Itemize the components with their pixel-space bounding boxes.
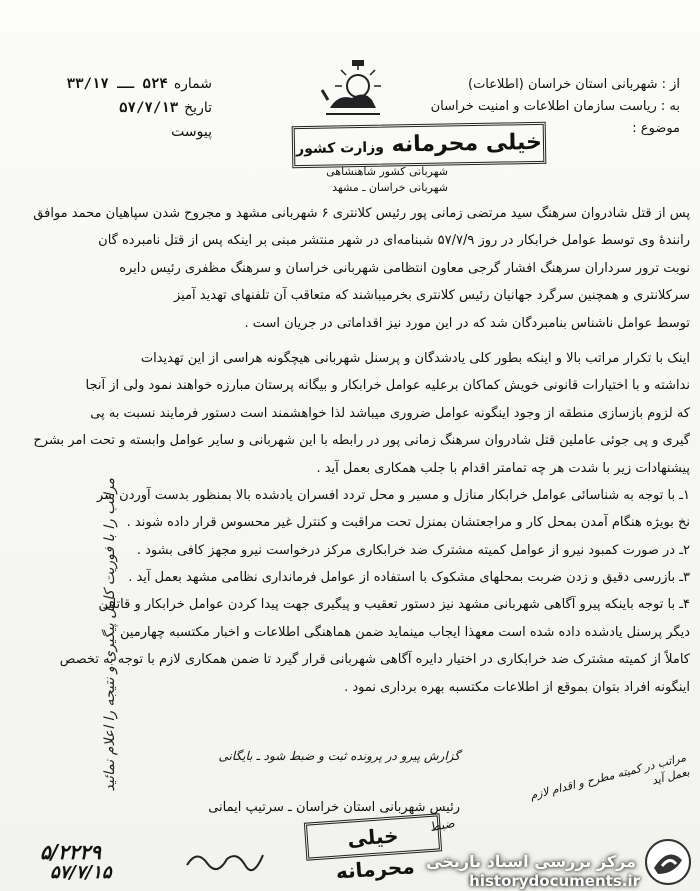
lion-and-sun-emblem-icon [318,60,388,118]
signature-scribble-icon [185,845,265,873]
bottom-stamp-label: ضبط [428,815,457,835]
body-line: نوبت ترور سرداران سرهنگ افشار گرجی معاون انتظامی شهربانی خراسان و سرهنگ مظفری رئیس دایره [119,260,690,276]
registration-date: ۵۷/۷/۱۵ [50,862,112,883]
reference-number-row [22,72,212,96]
body-line: رانندهٔ وی توسط عوامل خرابکار در روز ۵۷/۷/۹ شبنامه‌ای در شهر منتشر مبنی بر اینکه پس از قتل نامبرده گان [98,233,690,249]
watermark-url: historydocuments.ir [469,872,640,890]
date-label: تاریخ [184,100,212,116]
top-secret-stamp [292,122,547,168]
body-line: نخ بویژه هنگام آمدن بمحل کار و مراجعتشان بمنزل تحت مراقبت و کنترل غیر محسوس قرار داده شوند . [126,515,690,531]
reference-block [22,72,212,144]
bottom-secret-stamp: خیلی محرمانه [304,813,442,860]
body-line: پیشنهادات زیر با شدت هر چه تمامتر اقدام با جلب همکاری بعمل آید . [316,460,690,476]
body-line: ۱ـ با توجه به شناسائی عوامل خرابکار منازل و مسیر و محل تردد افسران یادشده بالا بمنظور بدست آوردن سر [96,487,690,503]
signature-title: رئیس شهربانی استان خراسان ـ سرتیپ ایمانی [208,800,460,815]
body-line: که لزوم بازسازی منطقه از وجود اینگونه عوامل ضروری میباشد لذا خواهشمند است دستور فرمایند نسبت به پی [90,405,690,421]
number-value: ۵۲۴ ــ ۳۳/۱۷ [66,76,168,92]
department-block [318,164,448,196]
date-value: ۵۷/۷/۱۳ [119,100,179,116]
from-line: از : شهربانی استان خراسان (اطلاعات) [468,77,680,92]
body-line: ۳ـ بازرسی دقیق و زدن ضربت بمحلهای مشکوک با استفاده از عوامل فرمانداری نظامی مشهد بعمل آید . [128,570,690,586]
archive-logo-icon [644,838,692,886]
letter-body [30,200,690,760]
body-line: گیری و پی جوئی عاملین قتل شادروان سرهنگ زمانی پور در رابطه با این شهربانی و سایر عوامل وابسته و تحت امر بشرح [33,433,690,449]
body-line: اینگونه افراد بتوان بموقع از اطلاعات مکتسبه بهره برداری نمود . [344,679,690,695]
body-line: ۴ـ با توجه باینکه پیرو آگاهی شهربانی مشهد نیز دستور تعقیب و پیگیری جهت پیدا کردن عوامل خرابکار و قاتلین [98,597,690,613]
number-label: شماره [173,76,212,92]
handwritten-note-right: مراتب در کمیته مطرح و اقدام لازم بعمل آید [528,750,691,803]
attachment-label: پیوست [171,124,212,140]
attachment-row [22,120,212,144]
ministry-text: وزارت کشور [295,139,385,158]
department-line-2: شهربانی خراسان ـ مشهد [332,181,448,194]
body-line: کاملاً از کمیته مشترک ضد خرابکاری در اختیار دایره آگاهی شهربانی قرار گیرد تا ضمن همکاری لازم با توجه به تخصص [59,652,690,668]
handwritten-note: گزارش پیرو در پرونده ثبت و ضبط شود ـ بایگانی [218,749,460,763]
department-line-1: شهربانی کشور شاهنشاهی [326,165,448,178]
body-line: سرکلانتری و همچنین سرگرد جهانیان رئیس کلانتری بخرمیباشند که متعاقب آن تلفنهای تهدید آمیز [174,288,690,304]
watermark-name: مرکز بررسی اسناد تاریخی [426,852,636,871]
to-line: به : ریاست سازمان اطلاعات و امنیت خراسان [430,99,680,114]
handwritten-margin-note: مراتب را با فوریت کامل پیگیری و نتیجه را اعلام نمائید [102,478,118,792]
classification-text: خیلی محرمانه [391,129,543,158]
body-line: اینک با تکرار مراتب بالا و اینکه بطور کلی یادشدگان و پرسنل شهربانی هیچگونه هراسی از این تهدیدات [140,350,690,366]
reference-date-row [22,96,212,120]
body-line: پس از قتل شادروان سرهنگ سید مرتضی زمانی پور رئیس کلانتری ۶ شهربانی مشهد و مجروح شدن سپاهیان محمد موافق [33,206,690,221]
subject-line: موضوع : [632,121,680,136]
body-line: ۲ـ در صورت کمبود نیرو از عوامل کمیته مشترک ضد خرابکاری مرکز درخواست نیرو مجهز کافی بشود . [136,542,690,558]
body-line: دیگر پرسنل یادشده داده شده است معهذا ایجاب مینماید ضمن هماهنگی اطلاعات و اخبار مکتسبه چهارمین [119,624,690,640]
registration-number: ۵/۲۲۲۹ [40,840,102,864]
body-line: نداشته و با اختیارات قانونی خویش کماکان برعلیه عوامل خرابکار و بیگانه پرستان مبارزه خواهند نمود ولی از آنجا [85,378,690,394]
body-line: توسط عوامل ناشناس بنامبردگان شد که در این مورد نیز اقداماتی در جریان است . [244,315,690,331]
